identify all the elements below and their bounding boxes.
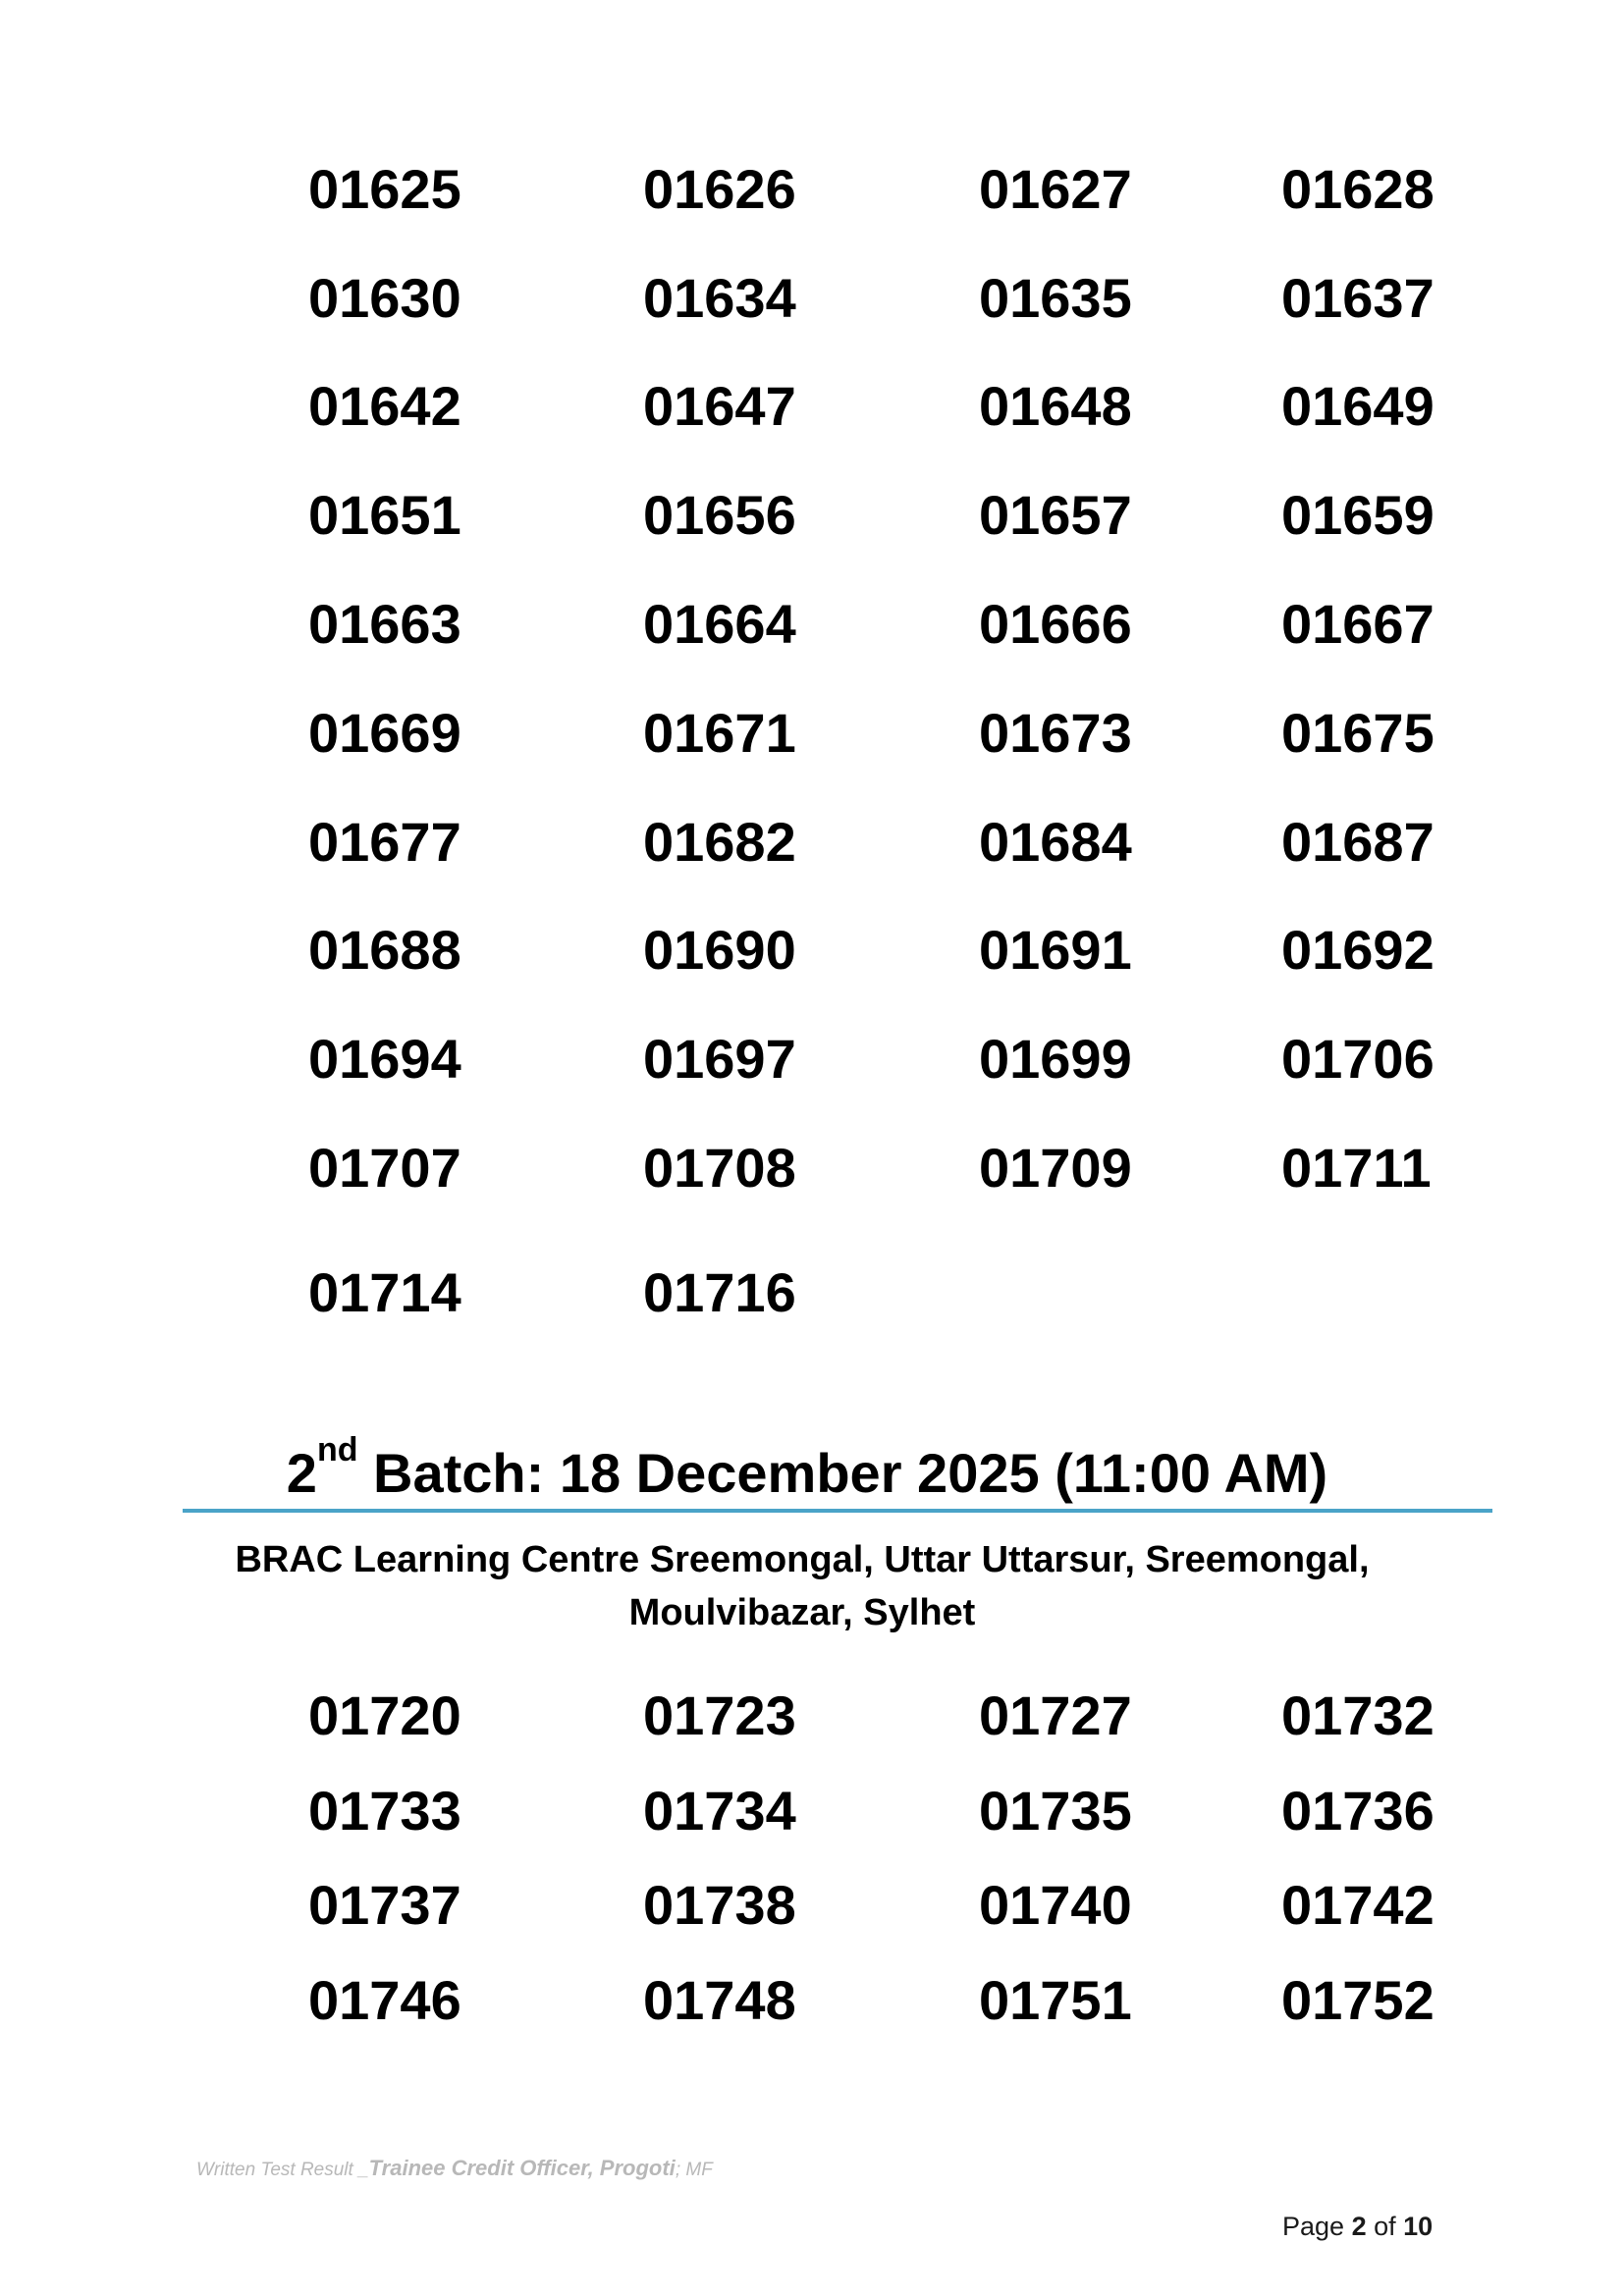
roll-number: 01711 xyxy=(1281,1137,1432,1199)
page-label: Page xyxy=(1282,2212,1352,2241)
roll-number: 01634 xyxy=(643,267,796,329)
roll-number: 01742 xyxy=(1281,1874,1435,1936)
heading-divider xyxy=(183,1509,1492,1513)
roll-number-row xyxy=(0,484,1624,546)
footer-note-suffix: ; MF xyxy=(675,2160,713,2180)
roll-number: 01626 xyxy=(643,158,796,220)
roll-number: 01708 xyxy=(643,1137,796,1199)
roll-number: 01709 xyxy=(979,1137,1132,1199)
roll-number-row xyxy=(0,702,1624,764)
footer-note-prefix: Written Test Result _ xyxy=(196,2160,369,2180)
roll-number: 01647 xyxy=(643,375,796,437)
roll-number-row xyxy=(0,267,1624,329)
page-total: 10 xyxy=(1403,2212,1434,2241)
roll-number: 01690 xyxy=(643,919,796,981)
roll-number: 01734 xyxy=(643,1780,796,1842)
venue-line-2: Moulvibazar, Sylhet xyxy=(628,1592,976,1633)
roll-number: 01691 xyxy=(979,919,1132,981)
batch-ordinal-number: 2 xyxy=(286,1442,317,1504)
roll-number: 01692 xyxy=(1281,919,1435,981)
roll-number-row xyxy=(0,158,1624,220)
roll-number: 01714 xyxy=(308,1261,461,1323)
roll-number: 01642 xyxy=(308,375,461,437)
roll-number-row xyxy=(0,1969,1624,2031)
roll-number-row xyxy=(0,1028,1624,1090)
roll-number: 01748 xyxy=(643,1969,796,2031)
batch-heading xyxy=(0,1431,1624,1508)
roll-number: 01635 xyxy=(979,267,1132,329)
roll-number: 01651 xyxy=(308,484,461,546)
roll-number: 01671 xyxy=(643,702,796,764)
roll-number: 01688 xyxy=(308,919,461,981)
roll-number: 01697 xyxy=(643,1028,796,1090)
roll-number-row xyxy=(0,811,1624,873)
roll-number: 01707 xyxy=(308,1137,461,1199)
page-of: of xyxy=(1366,2212,1404,2241)
roll-number: 01669 xyxy=(308,702,461,764)
roll-number: 01732 xyxy=(1281,1684,1435,1746)
roll-number: 01628 xyxy=(1281,158,1435,220)
page-number xyxy=(1282,2212,1433,2242)
roll-number: 01735 xyxy=(979,1780,1132,1842)
page-current: 2 xyxy=(1351,2212,1367,2241)
venue-address xyxy=(0,1533,1624,1639)
roll-number: 01649 xyxy=(1281,375,1435,437)
roll-number: 01625 xyxy=(308,158,461,220)
roll-number: 01699 xyxy=(979,1028,1132,1090)
roll-number: 01667 xyxy=(1281,593,1435,655)
roll-number: 01716 xyxy=(643,1261,796,1323)
footer-document-note xyxy=(196,2156,713,2181)
roll-number: 01738 xyxy=(643,1874,796,1936)
batch-heading-text: Batch: 18 December 2025 (11:00 AM) xyxy=(357,1442,1328,1504)
roll-number: 01694 xyxy=(308,1028,461,1090)
roll-number: 01706 xyxy=(1281,1028,1435,1090)
roll-number: 01682 xyxy=(643,811,796,873)
roll-number: 01664 xyxy=(643,593,796,655)
roll-number-row xyxy=(0,1684,1624,1746)
roll-number: 01666 xyxy=(979,593,1132,655)
roll-number-row xyxy=(0,1137,1624,1199)
roll-number: 01663 xyxy=(308,593,461,655)
roll-number-row xyxy=(0,1874,1624,1936)
roll-number: 01736 xyxy=(1281,1780,1435,1842)
roll-number-row xyxy=(0,1261,1624,1323)
roll-number-row xyxy=(0,375,1624,437)
roll-number: 01740 xyxy=(979,1874,1132,1936)
roll-number: 01723 xyxy=(643,1684,796,1746)
roll-number: 01687 xyxy=(1281,811,1435,873)
roll-number: 01677 xyxy=(308,811,461,873)
roll-number: 01733 xyxy=(308,1780,461,1842)
roll-number: 01673 xyxy=(979,702,1132,764)
roll-number: 01630 xyxy=(308,267,461,329)
roll-number: 01752 xyxy=(1281,1969,1435,2031)
roll-number: 01656 xyxy=(643,484,796,546)
roll-number: 01657 xyxy=(979,484,1132,546)
roll-number-row xyxy=(0,1780,1624,1842)
roll-number: 01659 xyxy=(1281,484,1435,546)
roll-number-row xyxy=(0,593,1624,655)
venue-line-1: BRAC Learning Centre Sreemongal, Uttar Uttarsur, Sreemongal, xyxy=(235,1539,1370,1580)
roll-number: 01627 xyxy=(979,158,1132,220)
roll-number: 01720 xyxy=(308,1684,461,1746)
roll-number-row xyxy=(0,919,1624,981)
roll-number: 01648 xyxy=(979,375,1132,437)
roll-number: 01684 xyxy=(979,811,1132,873)
roll-number: 01746 xyxy=(308,1969,461,2031)
roll-number: 01675 xyxy=(1281,702,1435,764)
footer-note-emphasis: Trainee Credit Officer, Progoti xyxy=(368,2156,676,2180)
batch-ordinal-suffix: nd xyxy=(316,1431,358,1468)
roll-number: 01637 xyxy=(1281,267,1435,329)
roll-number: 01727 xyxy=(979,1684,1132,1746)
roll-number: 01751 xyxy=(979,1969,1132,2031)
roll-number: 01737 xyxy=(308,1874,461,1936)
